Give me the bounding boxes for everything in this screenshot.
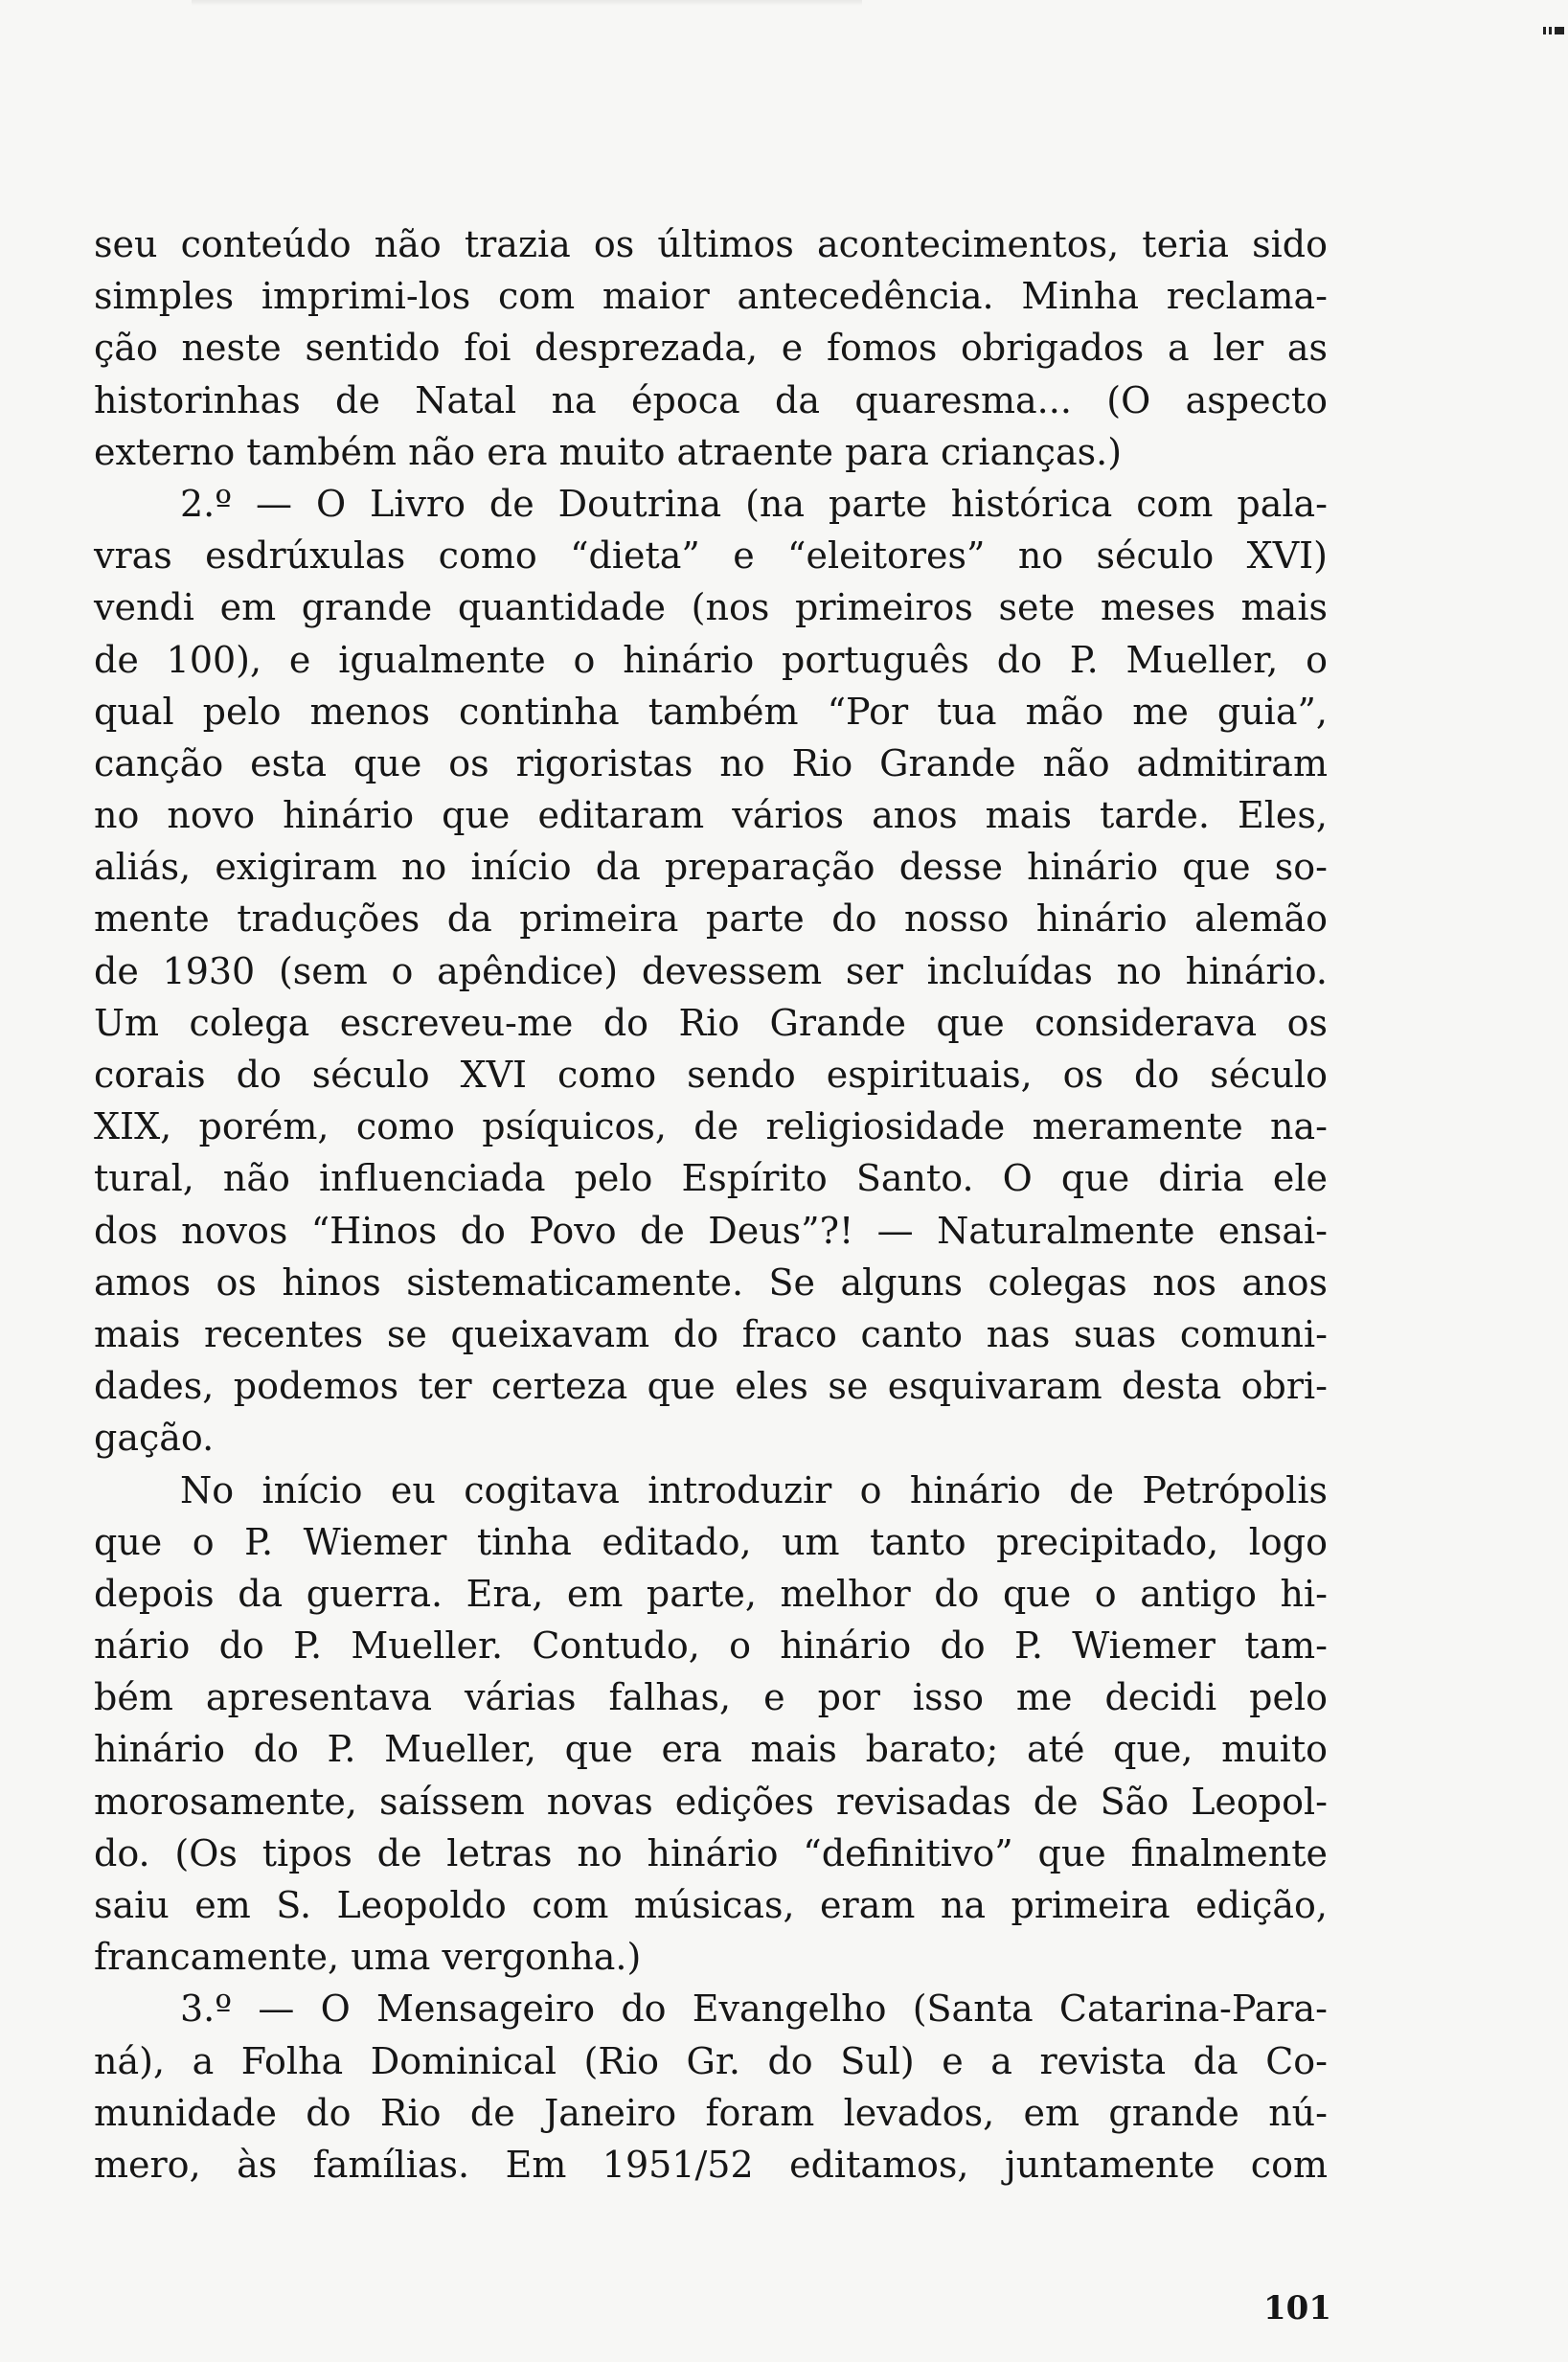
text-line: bém apresentava várias falhas, e por isso me decidi pelo xyxy=(94,1676,1328,1719)
text-line: historinhas de Natal na época da quaresma... (O aspecto xyxy=(94,378,1328,421)
text-line: simples imprimi-los com maior antecedência. Minha reclama- xyxy=(94,275,1328,318)
text-line: XIX, porém, como psíquicos, de religiosidade meramente na- xyxy=(94,1105,1328,1148)
text-line: hinário do P. Mueller, que era mais barato; até que, muito xyxy=(94,1728,1328,1771)
text-line: vras esdrúxulas como “dieta” e “eleitores” no século XVI) xyxy=(94,534,1328,578)
text-line: qual pelo menos continha também “Por tua mão me guia”, xyxy=(94,690,1328,733)
text-line: munidade do Rio de Janeiro foram levados, em grande nú- xyxy=(94,2091,1328,2134)
text-line: nário do P. Mueller. Contudo, o hinário do P. Wiemer tam- xyxy=(94,1624,1328,1668)
text-line: depois da guerra. Era, em parte, melhor do que o antigo hi- xyxy=(94,1572,1328,1615)
text-line: Um colega escreveu-me do Rio Grande que considerava os xyxy=(94,1001,1328,1044)
text-line: amos os hinos sistematicamente. Se alguns colegas nos anos xyxy=(94,1260,1328,1304)
text-line: do. (Os tipos de letras no hinário “definitivo” que finalmente xyxy=(94,1831,1328,1874)
text-line: dades, podemos ter certeza que eles se esquivaram desta obri- xyxy=(94,1365,1328,1408)
text-line: gação. xyxy=(94,1417,215,1460)
text-line: mero, às famílias. Em 1951/52 editamos, juntamente com xyxy=(94,2143,1328,2186)
scan-corner-mark xyxy=(1543,27,1564,34)
text-line: externo também não era muito atraente para crianças.) xyxy=(94,430,1123,473)
scan-smudge xyxy=(192,0,862,6)
text-line: de 1930 (sem o apêndice) devessem ser incluídas no hinário. xyxy=(94,949,1328,992)
text-line: saiu em S. Leopoldo com músicas, eram na primeira edição, xyxy=(94,1884,1328,1926)
text-line: aliás, exigiram no início da preparação desse hinário que so- xyxy=(94,846,1328,889)
text-line: ná), a Folha Dominical (Rio Gr. do Sul) e a revista da Co- xyxy=(94,2039,1328,2082)
text-line: canção esta que os rigoristas no Rio Grande não admitiram xyxy=(94,741,1328,784)
text-line: tural, não influenciada pelo Espírito Santo. O que diria ele xyxy=(94,1157,1328,1200)
text-line: francamente, uma vergonha.) xyxy=(94,1936,642,1979)
text-line: seu conteúdo não trazia os últimos acontecimentos, teria sido xyxy=(94,223,1328,265)
text-line: que o P. Wiemer tinha editado, um tanto precipitado, logo xyxy=(94,1520,1328,1563)
text-line: de 100), e igualmente o hinário português do P. Mueller, o xyxy=(94,638,1328,681)
text-line: morosamente, saíssem novas edições revisadas de São Leopol- xyxy=(94,1780,1328,1823)
text-line: mente traduções da primeira parte do nosso hinário alemão xyxy=(94,897,1328,941)
text-line: corais do século XVI como sendo espirituais, os do século xyxy=(94,1054,1328,1096)
text-line: no novo hinário que editaram vários anos mais tarde. Eles, xyxy=(94,794,1328,837)
text-line: 3.º — O Mensageiro do Evangelho (Santa Catarina-Para- xyxy=(180,1987,1328,2031)
text-line: vendi em grande quantidade (nos primeiros sete meses mais xyxy=(94,586,1328,629)
text-line: mais recentes se queixavam do fraco canto nas suas comuni- xyxy=(94,1312,1328,1355)
text-line: dos novos “Hinos do Povo de Deus”?! — Naturalmente ensai- xyxy=(94,1209,1328,1252)
text-line: 2.º — O Livro de Doutrina (na parte histórica com pala- xyxy=(180,482,1328,525)
page-number: 101 xyxy=(1263,2289,1331,2328)
body-text xyxy=(94,218,1328,2191)
text-line: No início eu cogitava introduzir o hinário de Petrópolis xyxy=(180,1468,1328,1511)
text-line: ção neste sentido foi desprezada, e fomos obrigados a ler as xyxy=(94,327,1328,370)
